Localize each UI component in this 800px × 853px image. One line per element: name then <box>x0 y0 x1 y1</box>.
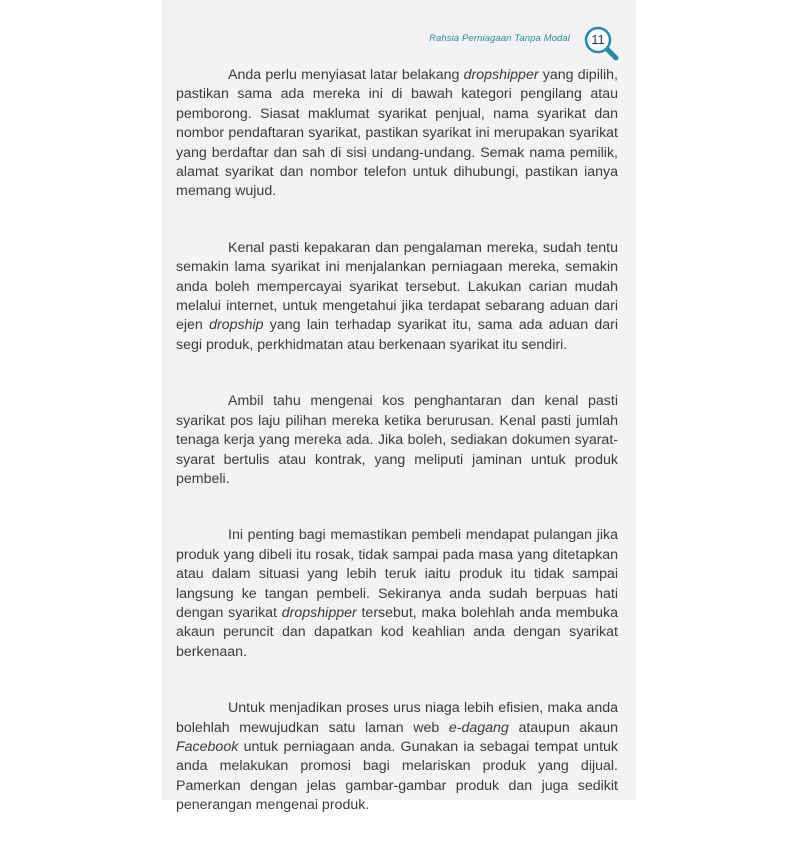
running-title: Rahsia Perniagaan Tanpa Modal <box>429 33 570 44</box>
italic-term: dropshipper <box>463 67 539 83</box>
paragraph-1: Anda perlu menyiasat latar belakang dropshipper yang dipilih, pastikan sama ada mereka ini di bawah kategori pengilang atau pemborong. Siasat maklumat syarikat penjual, nama syarikat dan nombor pendaftaran syarikat, pastikan syarikat ini merupakan syarikat yang berdaftar dan sah di sisi undang-undang. Semak nama pemilik, alamat syarikat dan nombor telefon untuk dihubungi, pastikan ianya memang wujud. <box>176 67 618 200</box>
book-page <box>162 0 636 814</box>
italic-term: dropship <box>209 317 264 334</box>
italic-term: e-dagang <box>448 719 509 736</box>
body-text <box>176 66 618 853</box>
paragraph-3: Ambil tahu mengenai kos penghantaran dan kenal pasti syarikat pos laju pilihan mereka ketika berurusan. Kenal pasti jumlah tenaga kerja yang mereka ada. Jika boleh, sediakan dokumen syarat-syarat bertulis atau kontrak, yang meliputi jaminan untuk produk pembeli. <box>176 393 618 487</box>
page-number: 11 <box>591 32 605 47</box>
page-header <box>162 26 636 56</box>
italic-term: Facebook <box>176 738 239 755</box>
paragraph-5: Untuk menjadikan proses urus niaga lebih efisien, maka anda bolehlah mewujudkan satu laman web e-dagang ataupun akaun Facebook untuk perniagaan anda. Gunakan ia sebagai tempat untuk anda melakukan promosi bagi melariskan produk yang dijual. Pamerkan dengan jelas gambar-gambar produk dan juga sedikit penerangan mengenai produk. <box>176 700 618 814</box>
magnifier-icon <box>580 26 620 62</box>
italic-term: dropshipper <box>281 604 357 621</box>
paragraph-2: Kenal pasti kepakaran dan pengalaman mereka, sudah tentu semakin lama syarikat ini menjalankan perniagaan mereka, semakin anda boleh mempercayai syarikat tersebut. Lakukan carian mudah melalui internet, untuk mengetahui jika terdapat sebarang aduan dari ejen dropship yang lain terhadap syarikat itu, sama ada aduan dari segi produk, perkhidmatan atau berkenaan syarikat itu sendiri. <box>176 239 618 353</box>
paragraph-4: Ini penting bagi memastikan pembeli mendapat pulangan jika produk yang dibeli itu rosak, tidak sampai pada masa yang ditetapkan atau dalam situasi yang lebih teruk iaitu produk itu tidak sampai langsung ke tangan pembeli. Sekiranya anda sudah berpuas hati dengan syarikat dropshipper tersebut, maka bolehlah anda membuka akaun peruncit dan dapatkan kod keahlian anda dengan syarikat berkenaan. <box>176 527 618 660</box>
